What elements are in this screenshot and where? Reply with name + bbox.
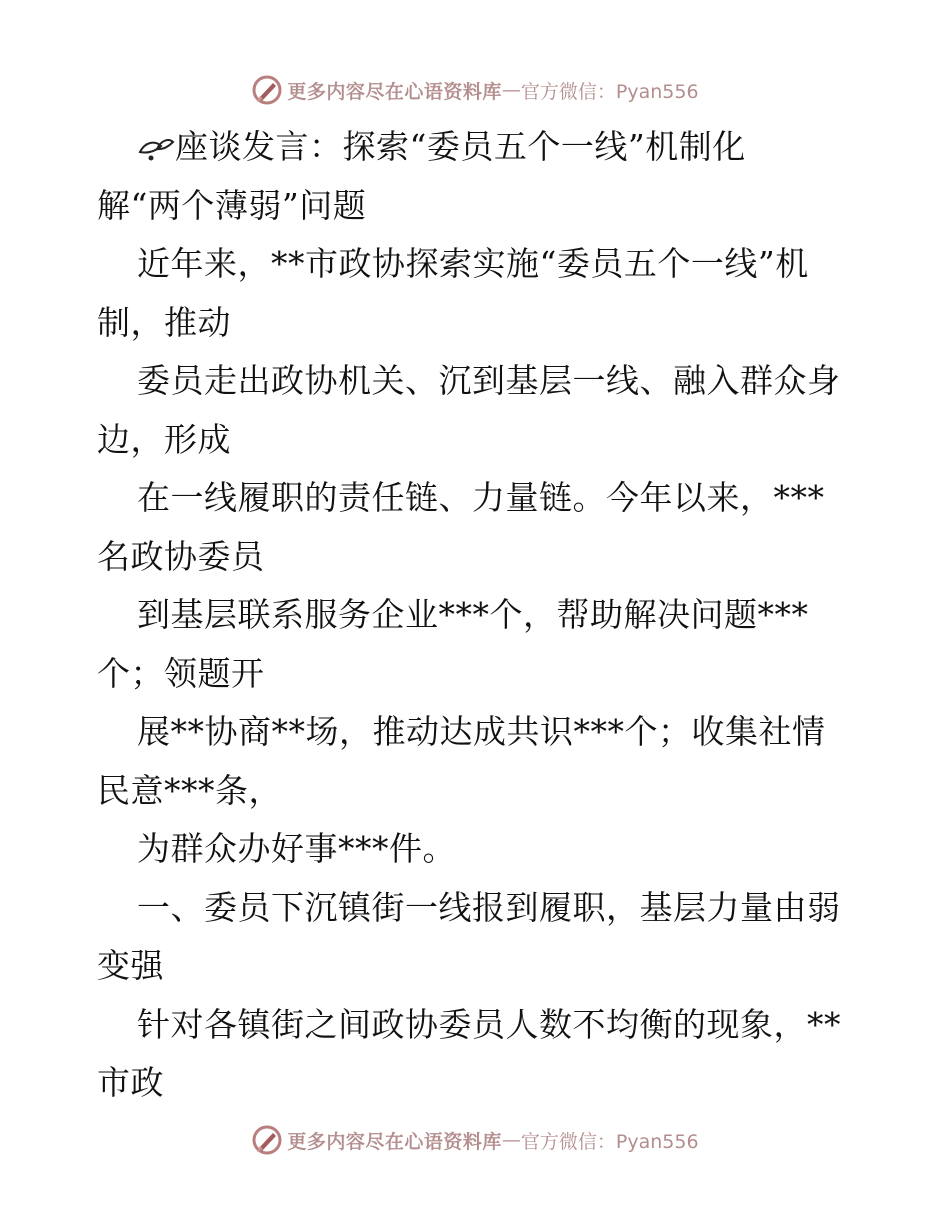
header-dash: — bbox=[501, 79, 521, 101]
leaf-ornament-icon bbox=[137, 132, 175, 162]
text-line: 针对各镇街之间政协委员人数不均衡的现象，** bbox=[137, 1004, 841, 1044]
text-line: 边，形成 bbox=[97, 419, 231, 459]
footer-wechat-text: 官方微信：Pyan556 bbox=[520, 1130, 699, 1153]
text-line: 民意***条， bbox=[97, 770, 282, 810]
text-line: 制，推动 bbox=[97, 302, 231, 342]
text-line: 名政协委员 bbox=[97, 536, 265, 576]
text-line: 个；领题开 bbox=[97, 653, 265, 693]
text-line: 委员走出政协机关、沉到基层一线、融入群众身 bbox=[137, 361, 841, 400]
text-line: 在一线履职的责任链、力量链。今年以来，*** bbox=[137, 478, 825, 517]
paragraph-lines bbox=[97, 235, 867, 1113]
footer-dash: — bbox=[501, 1129, 521, 1151]
header-banner bbox=[0, 70, 950, 110]
text-line: 一、委员下沉镇街一线报到履职，基层力量由弱 bbox=[137, 887, 841, 927]
pen-logo-icon bbox=[251, 74, 283, 106]
title-text-1: 座谈发言：探索“委员五个一线”机制化 bbox=[175, 127, 746, 166]
text-line: 到基层联系服务企业***个，帮助解决问题*** bbox=[137, 595, 809, 634]
text-line: 为群众办好事***件。 bbox=[137, 829, 456, 868]
title-line-2: 解“两个薄弱”问题 bbox=[97, 185, 367, 225]
footer-promo-text: 更多内容尽在心语资料库 bbox=[287, 1130, 502, 1153]
text-line: 展**协商**场，推动达成共识***个；收集社情 bbox=[137, 712, 826, 751]
title-line-1 bbox=[97, 118, 867, 177]
text-line: 市政 bbox=[97, 1063, 164, 1102]
footer-banner bbox=[0, 1120, 950, 1160]
pen-logo-icon bbox=[251, 1124, 283, 1156]
document-body bbox=[97, 118, 867, 1113]
header-wechat-text: 官方微信：Pyan556 bbox=[520, 80, 699, 103]
text-line: 近年来，**市政协探索实施“委员五个一线”机 bbox=[137, 244, 809, 283]
header-promo-text: 更多内容尽在心语资料库 bbox=[287, 80, 502, 103]
text-line: 变强 bbox=[97, 946, 164, 985]
